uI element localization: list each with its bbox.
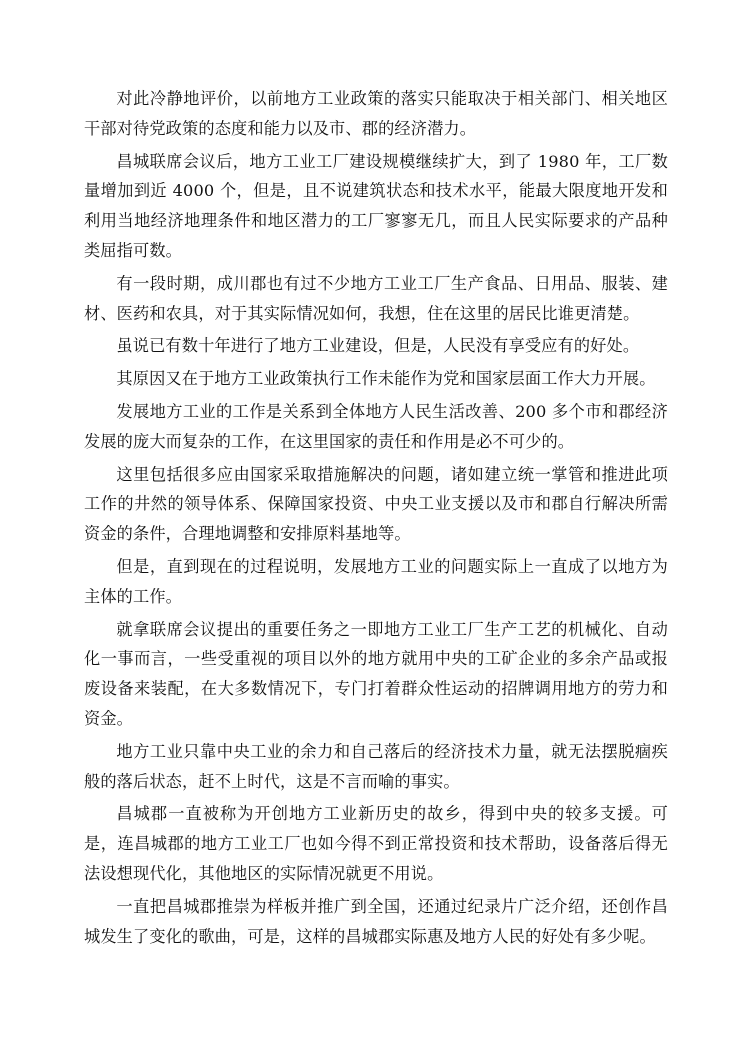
paragraph-3: 有一段时期，成川郡也有过不少地方工业工厂生产食品、日用品、服装、建材、医药和农具，对于其实际情况如何，我想，住在这里的居民比谁更清楚。 [84,273,668,323]
paragraph-12: 一直把昌城郡推崇为样板并推广到全国，还通过纪录片广泛介绍，还创作昌城发生了变化的歌曲，可是，这样的昌城郡实际惠及地方人民的好处有多少呢。 [84,896,668,946]
paragraph-2: 昌城联席会议后，地方工业工厂建设规模继续扩大，到了 1980 年，工厂数量增加到近 4000 个，但是，且不说建筑状态和技术水平，能最大限度地开发和利用当地经济地理条件和地区潜力的工厂寥寥无几，而且人民实际要求的产品种类屈指可数。 [84,151,668,260]
paragraph-4: 虽说已有数十年进行了地方工业建设，但是，人民没有享受应有的好处。 [116,336,640,356]
paragraph-8: 但是，直到现在的过程说明，发展地方工业的问题实际上一直成了以地方为主体的工作。 [84,556,668,606]
paragraph-9: 就拿联席会议提出的重要任务之一即地方工业工厂生产工艺的机械化、自动化一事而言，一些受重视的项目以外的地方就用中央的工矿企业的多余产品或报废设备来装配，在大多数情况下，专门打着群众性运动的招牌调用地方的劳力和资金。 [84,619,668,728]
paragraph-1: 对此冷静地评价，以前地方工业政策的落实只能取决于相关部门、相关地区干部对待党政策的态度和能力以及市、郡的经济潜力。 [84,89,668,138]
paragraph-11: 昌城郡一直被称为开创地方工业新历史的故乡，得到中央的较多支援。可是，连昌城郡的地方工业工厂也如今得不到正常投资和技术帮助，设备落后得无法设想现代化，其他地区的实际情况就更不用说。 [84,804,668,883]
paragraph-10: 地方工业只靠中央工业的余力和自己落后的经济技术力量，就无法摆脱痼疾般的落后状态，赶不上时代，这是不言而喻的事实。 [84,741,668,791]
paragraph-5: 其原因又在于地方工业政策执行工作未能作为党和国家层面工作大力开展。 [116,369,656,389]
paragraph-7: 这里包括很多应由国家采取措施解决的问题，诸如建立统一掌管和推进此项工作的井然的领导体系、保障国家投资、中央工业支援以及市和郡自行解决所需资金的条件，合理地调整和安排原料基地等。 [84,464,668,544]
paragraph-6: 发展地方工业的工作是关系到全体地方人民生活改善、200 多个市和郡经济发展的庞大而复杂的工作，在这里国家的责任和作用是必不可少的。 [84,401,668,451]
document-body [84,84,668,951]
